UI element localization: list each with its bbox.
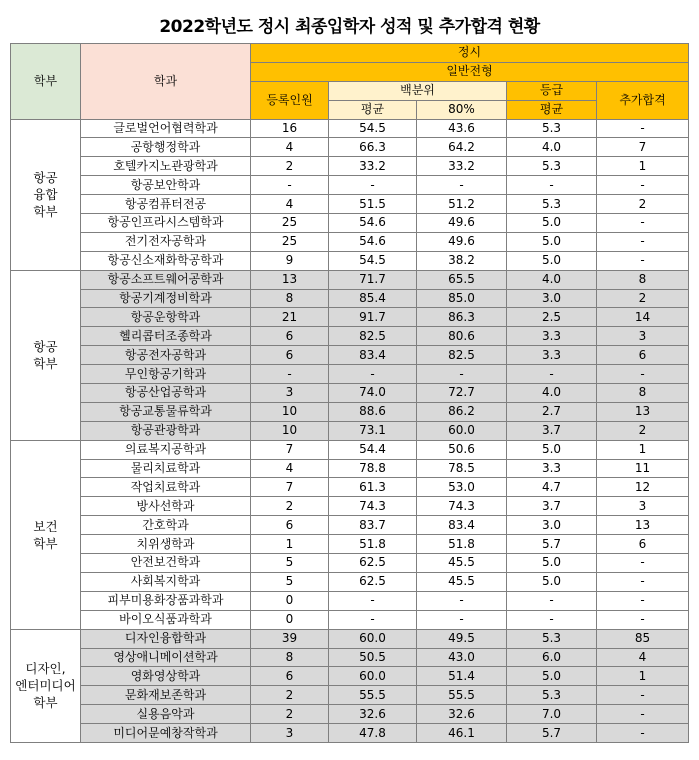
grade-avg: 2.5 [507, 308, 597, 327]
table-row [11, 516, 689, 535]
dept-name: 물리치료학과 [81, 459, 251, 478]
dept-name: 항공기계정비학과 [81, 289, 251, 308]
extra-admits: - [597, 705, 689, 724]
percentile-avg: 82.5 [329, 327, 417, 346]
grade-avg: 3.3 [507, 346, 597, 365]
table-row [11, 157, 689, 176]
percentile-80: 60.0 [417, 421, 507, 440]
grade-avg: 5.7 [507, 535, 597, 554]
percentile-80: - [417, 365, 507, 384]
extra-admits: 1 [597, 667, 689, 686]
table-row [11, 384, 689, 403]
extra-admits: - [597, 176, 689, 195]
percentile-avg: 78.8 [329, 459, 417, 478]
enrolled-count: 2 [251, 157, 329, 176]
table-row [11, 629, 689, 648]
dept-name: 치위생학과 [81, 535, 251, 554]
enrolled-count: 0 [251, 591, 329, 610]
table-row [11, 686, 689, 705]
enrolled-count: 5 [251, 572, 329, 591]
percentile-avg: 54.5 [329, 119, 417, 138]
table-row [11, 289, 689, 308]
percentile-avg: 54.6 [329, 214, 417, 233]
table-row [11, 308, 689, 327]
extra-admits: - [597, 214, 689, 233]
header-dept: 학과 [81, 44, 251, 120]
percentile-avg: 62.5 [329, 554, 417, 573]
enrolled-count: 13 [251, 270, 329, 289]
extra-admits: 2 [597, 421, 689, 440]
table-row [11, 138, 689, 157]
percentile-80: 64.2 [417, 138, 507, 157]
percentile-avg: 88.6 [329, 402, 417, 421]
percentile-80: 32.6 [417, 705, 507, 724]
percentile-80: 74.3 [417, 497, 507, 516]
percentile-80: 49.5 [417, 629, 507, 648]
enrolled-count: 8 [251, 648, 329, 667]
grade-avg: 3.7 [507, 421, 597, 440]
grade-avg: 5.0 [507, 440, 597, 459]
dept-name: 사회복지학과 [81, 572, 251, 591]
percentile-avg: 71.7 [329, 270, 417, 289]
enrolled-count: 3 [251, 384, 329, 403]
table-row [11, 705, 689, 724]
enrolled-count: 25 [251, 214, 329, 233]
percentile-avg: 33.2 [329, 157, 417, 176]
enrolled-count: 2 [251, 497, 329, 516]
extra-admits: 7 [597, 138, 689, 157]
dept-name: 실용음악과 [81, 705, 251, 724]
extra-admits: 4 [597, 648, 689, 667]
percentile-avg: 66.3 [329, 138, 417, 157]
table-row [11, 535, 689, 554]
percentile-80: 43.6 [417, 119, 507, 138]
enrolled-count: 7 [251, 478, 329, 497]
enrolled-count: 1 [251, 535, 329, 554]
grade-avg: 5.3 [507, 157, 597, 176]
percentile-80: 51.8 [417, 535, 507, 554]
grade-avg: 4.7 [507, 478, 597, 497]
enrolled-count: 0 [251, 610, 329, 629]
percentile-avg: 91.7 [329, 308, 417, 327]
page-title: 2022학년도 정시 최종입학자 성적 및 추가합격 현황 [159, 17, 540, 37]
admission-results-table [10, 43, 689, 743]
percentile-80: 43.0 [417, 648, 507, 667]
percentile-avg: 55.5 [329, 686, 417, 705]
extra-admits: - [597, 251, 689, 270]
table-row [11, 478, 689, 497]
extra-admits: 11 [597, 459, 689, 478]
grade-avg: 5.3 [507, 195, 597, 214]
school-cell: 항공 융합 학부 [11, 119, 81, 270]
grade-avg: 5.7 [507, 724, 597, 743]
percentile-80: 45.5 [417, 554, 507, 573]
grade-avg: 3.0 [507, 289, 597, 308]
grade-avg: 5.0 [507, 251, 597, 270]
percentile-avg: - [329, 365, 417, 384]
extra-admits: - [597, 572, 689, 591]
percentile-80: 49.6 [417, 214, 507, 233]
dept-name: 공항행정학과 [81, 138, 251, 157]
extra-admits: 85 [597, 629, 689, 648]
header-grade-avg: 평균 [507, 100, 597, 119]
enrolled-count: 5 [251, 554, 329, 573]
enrolled-count: 39 [251, 629, 329, 648]
percentile-80: 86.2 [417, 402, 507, 421]
percentile-80: 51.4 [417, 667, 507, 686]
school-cell: 보건 학부 [11, 440, 81, 629]
percentile-80: - [417, 176, 507, 195]
percentile-avg: 74.3 [329, 497, 417, 516]
header-enrolled: 등록인원 [251, 81, 329, 119]
grade-avg: 6.0 [507, 648, 597, 667]
percentile-80: 83.4 [417, 516, 507, 535]
table-row [11, 195, 689, 214]
table-row [11, 572, 689, 591]
extra-admits: - [597, 724, 689, 743]
table-row [11, 459, 689, 478]
extra-admits: 6 [597, 535, 689, 554]
extra-admits: - [597, 686, 689, 705]
header-track: 일반전형 [251, 62, 689, 81]
grade-avg: 7.0 [507, 705, 597, 724]
enrolled-count: 25 [251, 232, 329, 251]
table-row [11, 251, 689, 270]
extra-admits: - [597, 232, 689, 251]
table-row [11, 440, 689, 459]
percentile-avg: - [329, 176, 417, 195]
dept-name: 글로벌언어협력학과 [81, 119, 251, 138]
grade-avg: - [507, 610, 597, 629]
enrolled-count: 3 [251, 724, 329, 743]
extra-admits: 14 [597, 308, 689, 327]
header-percentile-80: 80% [417, 100, 507, 119]
enrolled-count: 16 [251, 119, 329, 138]
dept-name: 항공보안학과 [81, 176, 251, 195]
enrolled-count: 4 [251, 138, 329, 157]
percentile-80: 55.5 [417, 686, 507, 705]
table-row [11, 648, 689, 667]
extra-admits: 8 [597, 384, 689, 403]
table-row [11, 402, 689, 421]
dept-name: 항공산업공학과 [81, 384, 251, 403]
extra-admits: - [597, 554, 689, 573]
percentile-avg: 54.6 [329, 232, 417, 251]
grade-avg: 5.3 [507, 629, 597, 648]
enrolled-count: 2 [251, 705, 329, 724]
percentile-avg: - [329, 610, 417, 629]
grade-avg: - [507, 176, 597, 195]
percentile-avg: 83.7 [329, 516, 417, 535]
extra-admits: 1 [597, 157, 689, 176]
percentile-80: 50.6 [417, 440, 507, 459]
dept-name: 간호학과 [81, 516, 251, 535]
percentile-avg: - [329, 591, 417, 610]
percentile-avg: 85.4 [329, 289, 417, 308]
extra-admits: 6 [597, 346, 689, 365]
enrolled-count: 4 [251, 195, 329, 214]
dept-name: 전기전자공학과 [81, 232, 251, 251]
dept-name: 작업치료학과 [81, 478, 251, 497]
dept-name: 항공전자공학과 [81, 346, 251, 365]
grade-avg: - [507, 365, 597, 384]
grade-avg: 5.0 [507, 572, 597, 591]
table-row [11, 270, 689, 289]
grade-avg: 4.0 [507, 270, 597, 289]
percentile-80: 82.5 [417, 346, 507, 365]
enrolled-count: 8 [251, 289, 329, 308]
table-row [11, 724, 689, 743]
table-row [11, 176, 689, 195]
dept-name: 영상애니메이션학과 [81, 648, 251, 667]
header-percentile-avg: 평균 [329, 100, 417, 119]
table-row [11, 554, 689, 573]
grade-avg: 2.7 [507, 402, 597, 421]
table-row [11, 327, 689, 346]
grade-avg: 4.0 [507, 138, 597, 157]
percentile-avg: 60.0 [329, 629, 417, 648]
extra-admits: 13 [597, 516, 689, 535]
dept-name: 항공소프트웨어공학과 [81, 270, 251, 289]
percentile-80: 72.7 [417, 384, 507, 403]
grade-avg: 3.3 [507, 327, 597, 346]
header-percentile: 백분위 [329, 81, 507, 100]
percentile-80: 38.2 [417, 251, 507, 270]
enrolled-count: 6 [251, 667, 329, 686]
percentile-avg: 74.0 [329, 384, 417, 403]
extra-admits: 3 [597, 327, 689, 346]
grade-avg: - [507, 591, 597, 610]
dept-name: 의료복지공학과 [81, 440, 251, 459]
percentile-avg: 32.6 [329, 705, 417, 724]
percentile-avg: 73.1 [329, 421, 417, 440]
table-row [11, 591, 689, 610]
grade-avg: 5.3 [507, 686, 597, 705]
percentile-avg: 61.3 [329, 478, 417, 497]
dept-name: 방사선학과 [81, 497, 251, 516]
percentile-avg: 54.4 [329, 440, 417, 459]
percentile-avg: 47.8 [329, 724, 417, 743]
enrolled-count: 4 [251, 459, 329, 478]
header-grade: 등급 [507, 81, 597, 100]
percentile-80: 53.0 [417, 478, 507, 497]
dept-name: 헬리콥터조종학과 [81, 327, 251, 346]
dept-name: 항공관광학과 [81, 421, 251, 440]
table-row [11, 346, 689, 365]
dept-name: 항공컴퓨터전공 [81, 195, 251, 214]
percentile-avg: 50.5 [329, 648, 417, 667]
table-row [11, 497, 689, 516]
school-cell: 디자인, 엔터미디어 학부 [11, 629, 81, 742]
grade-avg: 5.0 [507, 232, 597, 251]
enrolled-count: 10 [251, 402, 329, 421]
enrolled-count: 6 [251, 516, 329, 535]
percentile-80: 46.1 [417, 724, 507, 743]
extra-admits: - [597, 365, 689, 384]
table-row [11, 119, 689, 138]
percentile-80: - [417, 610, 507, 629]
percentile-avg: 60.0 [329, 667, 417, 686]
extra-admits: 12 [597, 478, 689, 497]
percentile-avg: 83.4 [329, 346, 417, 365]
table-row [11, 232, 689, 251]
dept-name: 디자인융합학과 [81, 629, 251, 648]
enrolled-count: 6 [251, 346, 329, 365]
extra-admits: 2 [597, 289, 689, 308]
grade-avg: 5.0 [507, 667, 597, 686]
school-cell: 항공 학부 [11, 270, 81, 440]
grade-avg: 5.0 [507, 554, 597, 573]
header-extra: 추가합격 [597, 81, 689, 119]
percentile-80: 80.6 [417, 327, 507, 346]
enrolled-count: - [251, 365, 329, 384]
percentile-80: 49.6 [417, 232, 507, 251]
enrolled-count: 21 [251, 308, 329, 327]
percentile-80: 85.0 [417, 289, 507, 308]
dept-name: 바이오식품과학과 [81, 610, 251, 629]
extra-admits: 3 [597, 497, 689, 516]
table-row [11, 421, 689, 440]
enrolled-count: 2 [251, 686, 329, 705]
grade-avg: 4.0 [507, 384, 597, 403]
percentile-80: 51.2 [417, 195, 507, 214]
dept-name: 안전보건학과 [81, 554, 251, 573]
percentile-80: 45.5 [417, 572, 507, 591]
percentile-80: 78.5 [417, 459, 507, 478]
percentile-avg: 51.5 [329, 195, 417, 214]
percentile-80: - [417, 591, 507, 610]
grade-avg: 3.3 [507, 459, 597, 478]
table-row [11, 667, 689, 686]
dept-name: 항공교통물류학과 [81, 402, 251, 421]
table-row [11, 610, 689, 629]
header-jungsi: 정시 [251, 44, 689, 63]
extra-admits: - [597, 610, 689, 629]
grade-avg: 3.0 [507, 516, 597, 535]
grade-avg: 5.0 [507, 214, 597, 233]
percentile-80: 65.5 [417, 270, 507, 289]
dept-name: 무인항공기학과 [81, 365, 251, 384]
dept-name: 항공운항학과 [81, 308, 251, 327]
dept-name: 문화재보존학과 [81, 686, 251, 705]
table-row [11, 214, 689, 233]
dept-name: 호텔카지노관광학과 [81, 157, 251, 176]
grade-avg: 3.7 [507, 497, 597, 516]
extra-admits: - [597, 591, 689, 610]
extra-admits: 8 [597, 270, 689, 289]
extra-admits: 2 [597, 195, 689, 214]
percentile-avg: 51.8 [329, 535, 417, 554]
percentile-avg: 54.5 [329, 251, 417, 270]
extra-admits: - [597, 119, 689, 138]
enrolled-count: 10 [251, 421, 329, 440]
enrolled-count: - [251, 176, 329, 195]
percentile-80: 33.2 [417, 157, 507, 176]
dept-name: 미디어문예창작학과 [81, 724, 251, 743]
extra-admits: 13 [597, 402, 689, 421]
enrolled-count: 9 [251, 251, 329, 270]
table-row [11, 365, 689, 384]
extra-admits: 1 [597, 440, 689, 459]
dept-name: 피부미용화장품과학과 [81, 591, 251, 610]
percentile-avg: 62.5 [329, 572, 417, 591]
dept-name: 항공인프라시스템학과 [81, 214, 251, 233]
header-school: 학부 [11, 44, 81, 120]
percentile-80: 86.3 [417, 308, 507, 327]
dept-name: 항공신소재화학공학과 [81, 251, 251, 270]
enrolled-count: 6 [251, 327, 329, 346]
enrolled-count: 7 [251, 440, 329, 459]
grade-avg: 5.3 [507, 119, 597, 138]
dept-name: 영화영상학과 [81, 667, 251, 686]
